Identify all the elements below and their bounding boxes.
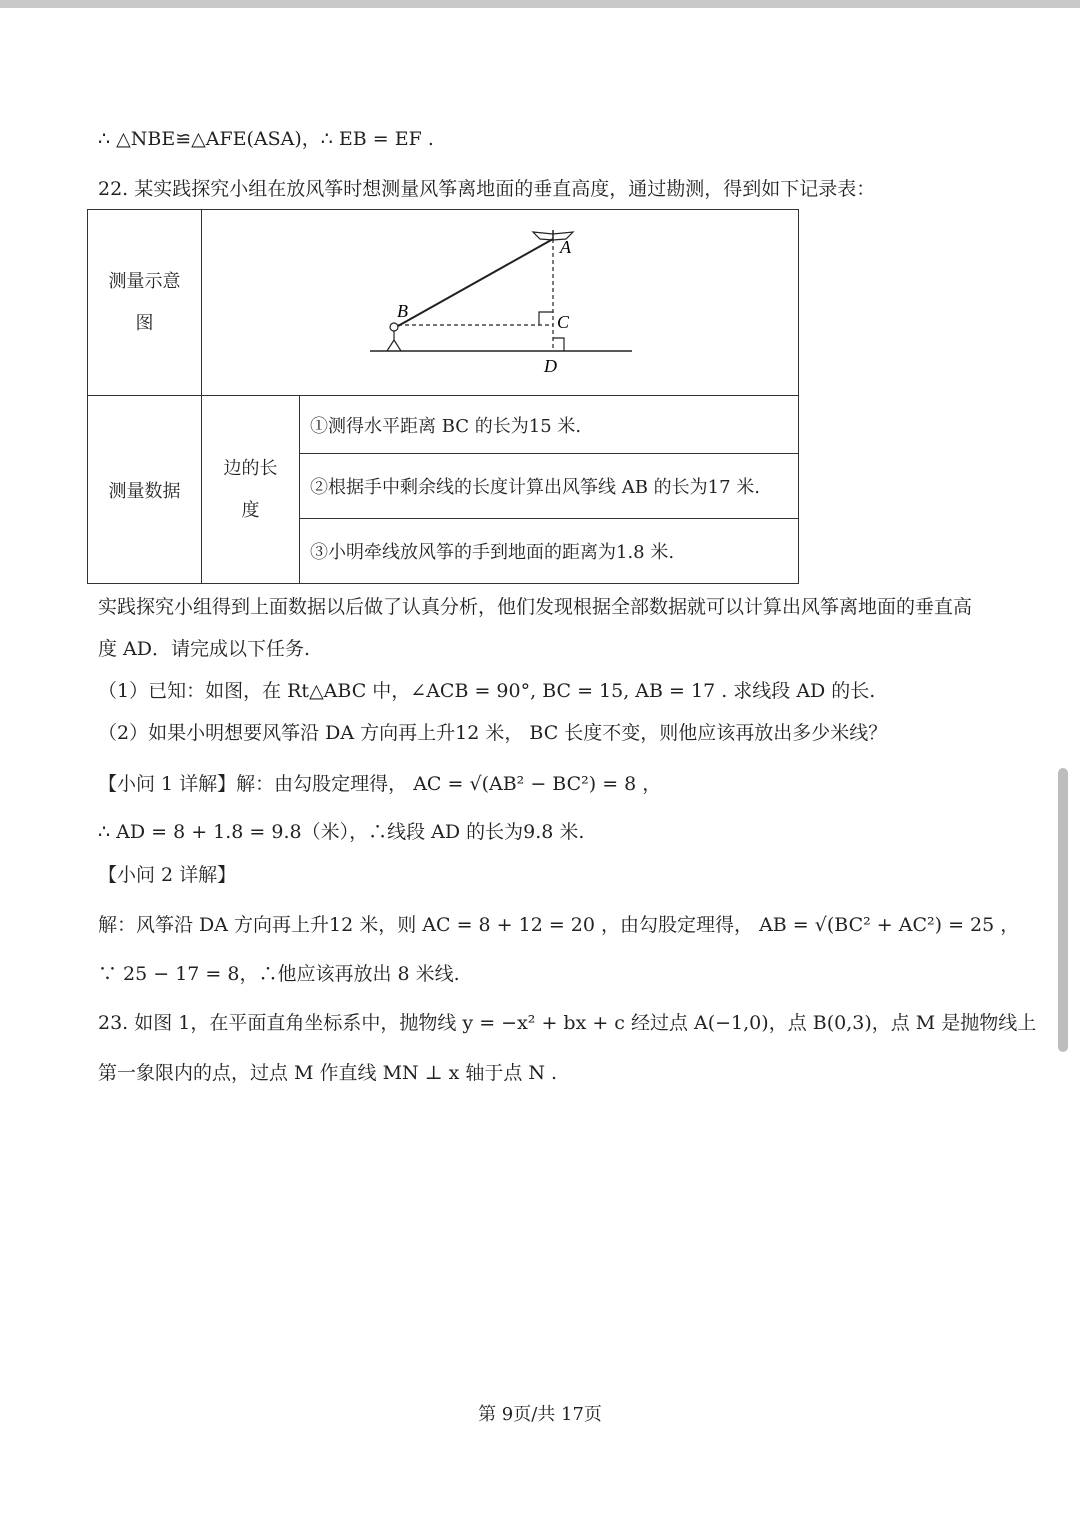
analysis-line-2: 度 AD．请完成以下任务. xyxy=(98,638,311,660)
record-table xyxy=(87,209,799,584)
label-b: B xyxy=(397,301,408,321)
solution-2-line-2: ∵ 25 − 17 = 8，∴他应该再放出 8 米线. xyxy=(98,963,460,985)
person-leg-left xyxy=(387,340,394,351)
right-angle-c xyxy=(539,312,553,325)
question-22-intro: 22. 某实践探究小组在放风筝时想测量风筝离地面的垂直高度，通过勘测，得到如下记录表： xyxy=(98,178,876,200)
task-2: （2）如果小明想要风筝沿 DA 方向再上升12 米， BC 长度不变，则他应该再放出多少米线？ xyxy=(98,722,888,744)
solution-2-title: 【小问 2 详解】 xyxy=(98,864,237,886)
measurement-diagram-cell xyxy=(202,210,799,396)
task-1: （1）已知：如图，在 Rt△ABC 中，∠ACB = 90°, BC = 15, AB = 17 . 求线段 AD 的长. xyxy=(98,680,876,702)
person-leg-right xyxy=(394,340,401,351)
label-d: D xyxy=(544,356,557,376)
right-angle-d xyxy=(553,338,564,351)
proof-conclusion: ∴ △NBE≌△AFE(ASA)，∴ EB = EF . xyxy=(98,128,434,150)
solution-2-line-1: 解：风筝沿 DA 方向再上升12 米，则 AC = 8 + 12 = 20 ，由勾股定理得， AB = √(BC² + AC²) = 25 ， xyxy=(98,914,1020,936)
table-subheader-length: 边的长度 xyxy=(202,396,300,584)
table-header-diagram: 测量示意图 xyxy=(88,210,202,396)
label-a: A xyxy=(560,237,571,257)
page-footer: 第 9页/共 17页 xyxy=(478,1404,602,1425)
question-23-line-2: 第一象限内的点，过点 M 作直线 MN ⊥ x 轴于点 N . xyxy=(98,1062,558,1084)
question-23-line-1: 23. 如图 1，在平面直角坐标系中，抛物线 y = −x² + bx + c 经过点 A(−1,0)，点 B(0,3)，点 M 是抛物线上 xyxy=(98,1012,1037,1034)
table-header-data: 测量数据 xyxy=(88,396,202,584)
scrollbar[interactable] xyxy=(1058,768,1068,1052)
data-row-3: ③小明牵线放风筝的手到地面的距离为1.8 米. xyxy=(300,519,799,584)
person-head xyxy=(390,323,398,331)
data-row-2: ②根据手中剩余线的长度计算出风筝线 AB 的长为17 米. xyxy=(300,454,799,519)
top-bar xyxy=(0,0,1080,8)
analysis-line-1: 实践探究小组得到上面数据以后做了认真分析，他们发现根据全部数据就可以计算出风筝离地面的垂直高 xyxy=(98,596,973,618)
kite-string-ab xyxy=(398,239,553,326)
solution-1-line-2: ∴ AD = 8 + 1.8 = 9.8（米），∴线段 AD 的长为9.8 米. xyxy=(98,821,585,843)
solution-1-line-1: 【小问 1 详解】解：由勾股定理得， AC = √(AB² − BC²) = 8 ， xyxy=(98,773,662,795)
data-row-1: ①测得水平距离 BC 的长为15 米. xyxy=(300,396,799,454)
label-c: C xyxy=(557,312,570,332)
measurement-diagram xyxy=(202,210,798,395)
